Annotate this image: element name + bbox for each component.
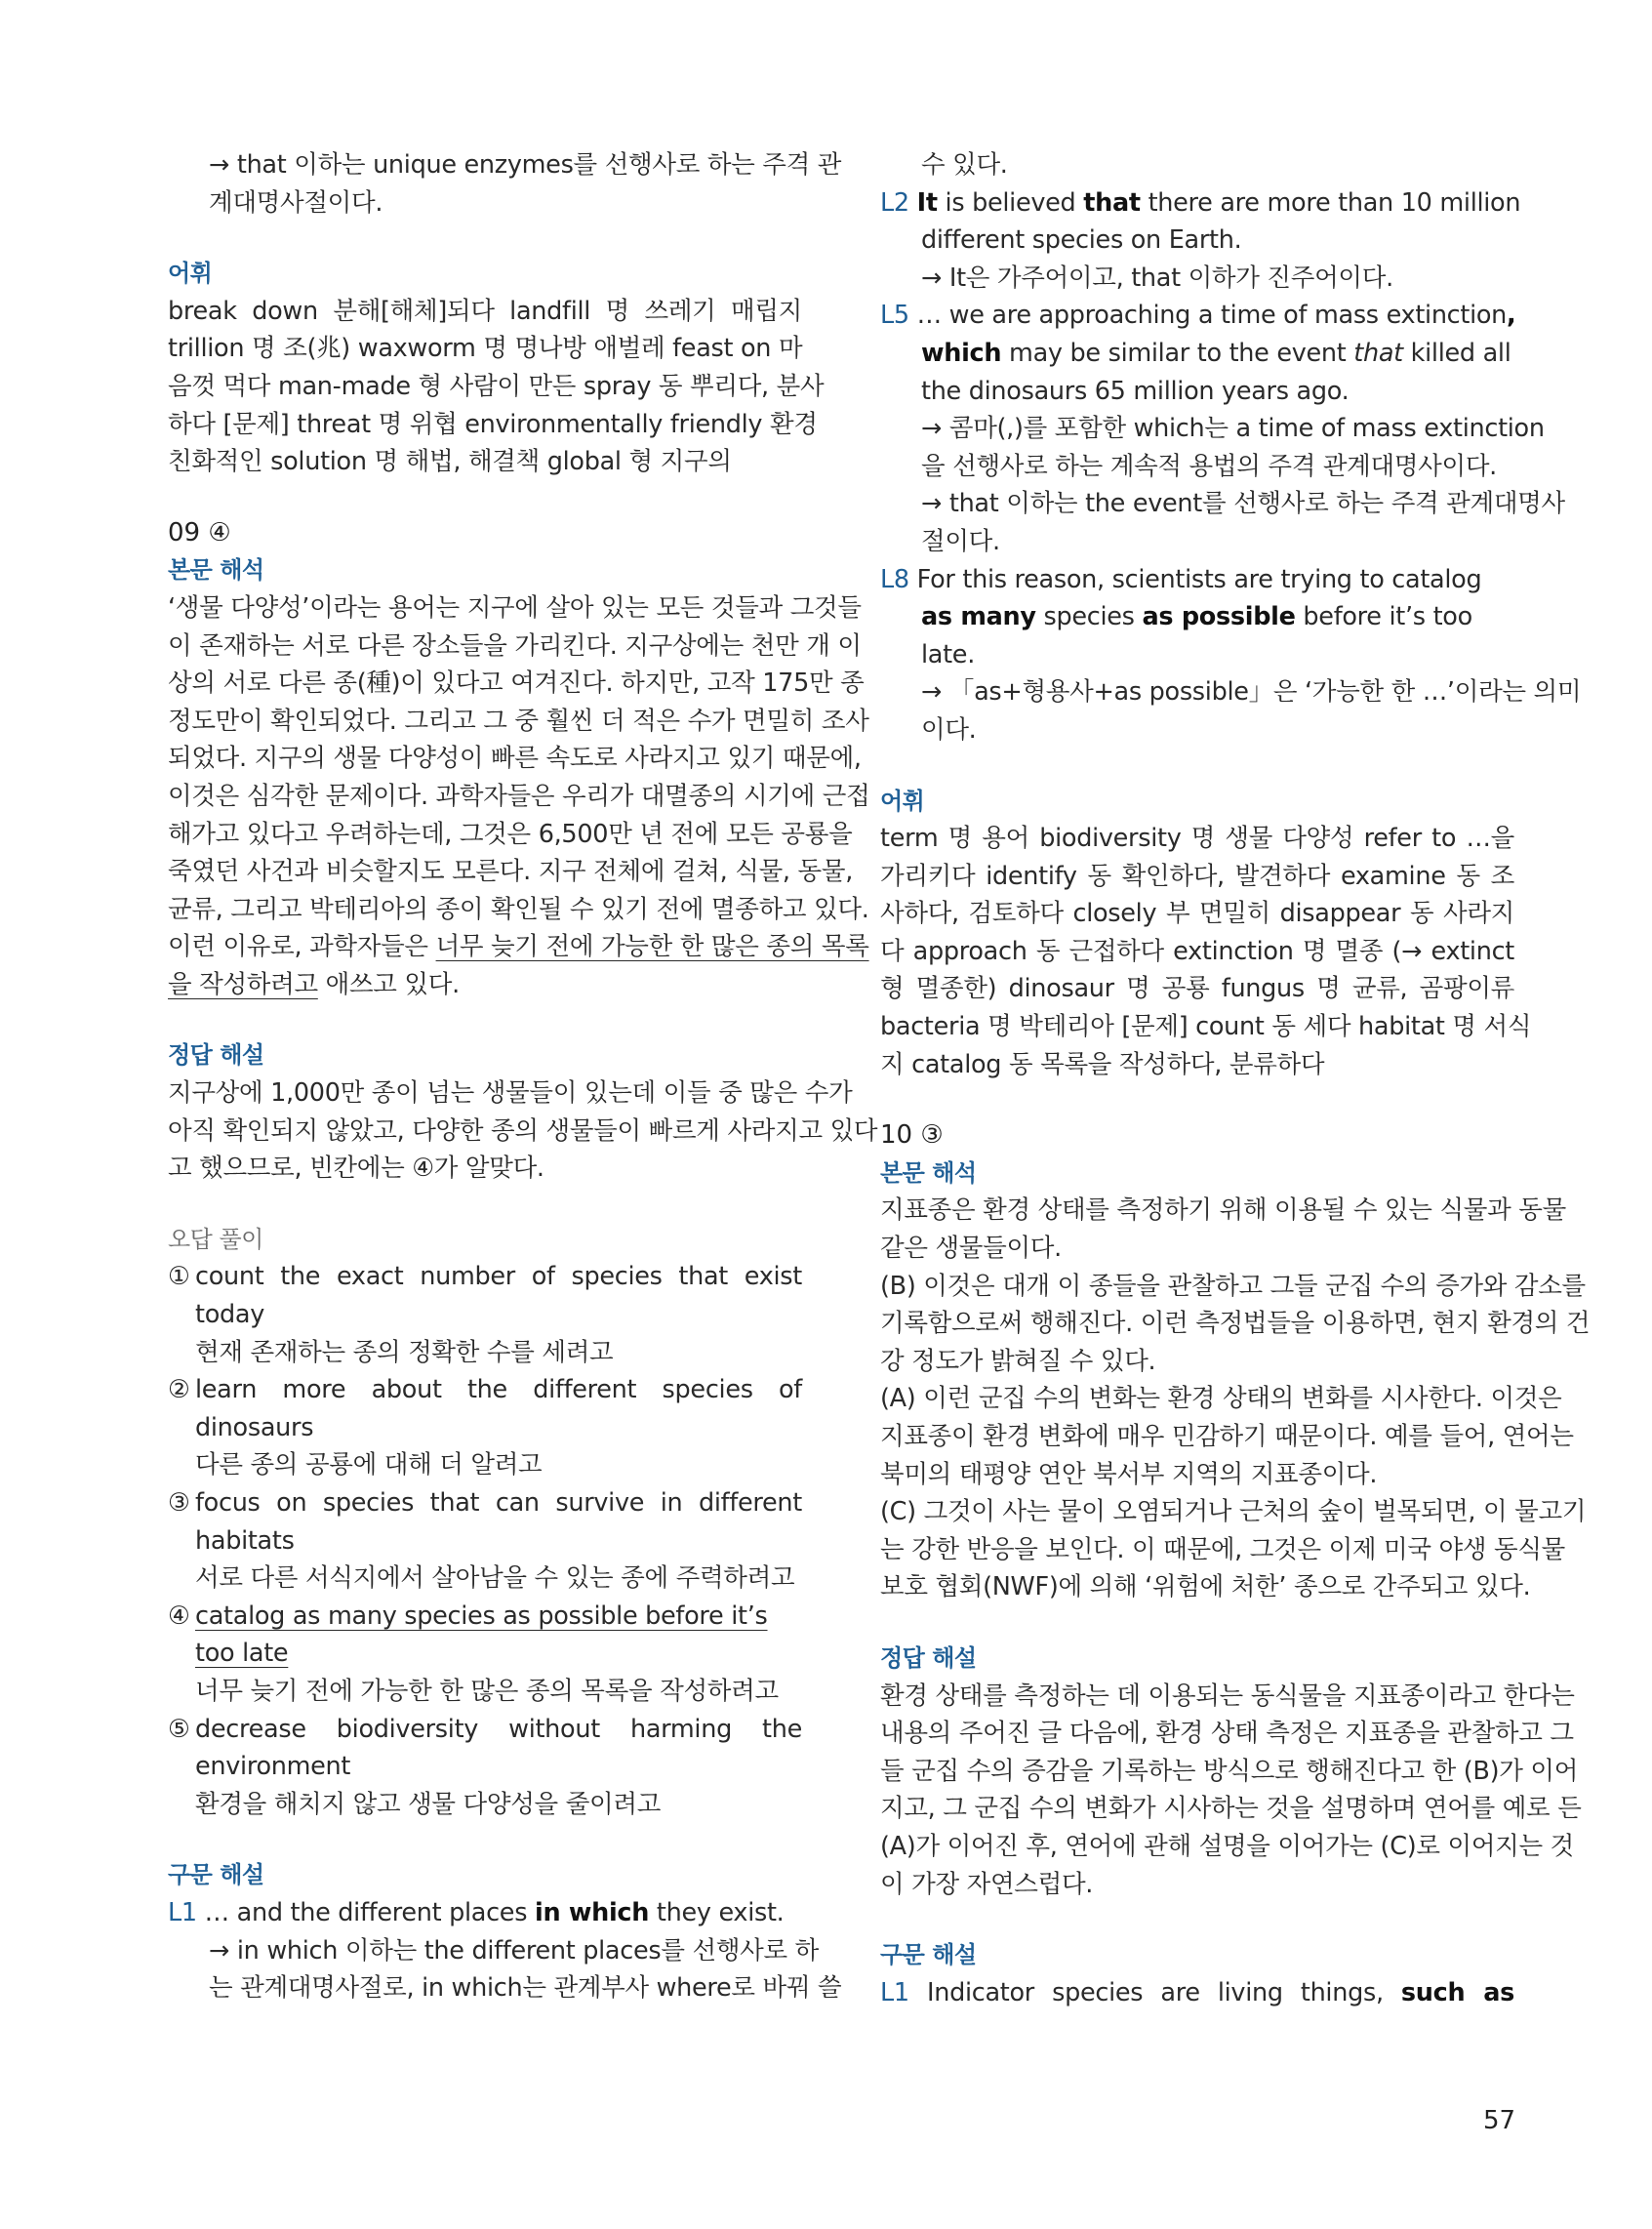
translation-heading: 본문 해석 (880, 1158, 977, 1187)
translation-line: 을 작성하려고 애쓰고 있다. (168, 969, 460, 999)
translation-line: (A) 이런 군집 수의 변화는 환경 상태의 변화를 시사한다. 이것은 (880, 1384, 1562, 1414)
question-number: 10 ③ (880, 1120, 944, 1151)
grammar-line: which may be similar to the event that killed all (921, 338, 1511, 368)
translation-line: 기록함으로써 행해진다. 이런 측정법들을 이용하면, 현지 환경의 건 (880, 1309, 1591, 1339)
option-2: ② learn more about the different species of dinosaurs 다른 종의 공룡에 대해 더 알려고 (168, 1371, 802, 1484)
grammar-line: L1 … and the different places in which they exist. (168, 1897, 785, 1927)
answer-line: 내용의 주어진 글 다음에, 환경 상태 측정은 지표종을 관찰하고 그 (880, 1719, 1574, 1749)
vocab-line: 가리키다 identify 동 확인하다, 발견하다 examine 동 조 (880, 861, 1514, 891)
translation-line: 상의 서로 다른 종(種)이 있다고 여겨진다. 하지만, 고작 175만 종 (168, 669, 865, 699)
note-line: → that 이하는 unique enzymes를 선행사로 하는 주격 관 (209, 150, 842, 180)
translation-line: 되었다. 지구의 생물 다양성이 빠른 속도로 사라지고 있기 때문에, (168, 744, 862, 774)
grammar-line: late. (921, 639, 976, 669)
vocab-line: 친화적인 solution 명 해법, 해결책 global 형 지구의 (168, 447, 732, 477)
option-5: ⑤ decrease biodiversity without harming the environment 환경을 해치지 않고 생물 다양성을 줄이려고 (168, 1711, 802, 1824)
vocab-line: break down 분해[해체]되다 landfill 명 쓰레기 매립지 (168, 296, 802, 326)
question-number: 09 ④ (168, 517, 231, 547)
wrong-answer-heading: 오답 풀이 (168, 1225, 263, 1253)
underlined-answer: 너무 늦기 전에 가능한 한 많은 종의 목록 (435, 932, 869, 962)
option-3: ③ focus on species that can survive in different habitats 서로 다른 서식지에서 살아남을 수 있는 종에 주력하려고 (168, 1484, 802, 1598)
option-mark: ⑤ (168, 1714, 190, 1744)
translation-line: (B) 이것은 대개 이 종들을 관찰하고 그들 군집 수의 증가와 감소를 (880, 1271, 1586, 1301)
vocab-heading: 어휘 (168, 260, 213, 288)
vocab-line: 하다 [문제] threat 명 위협 environmentally friendly 환경 (168, 409, 818, 439)
left-column (168, 146, 878, 2007)
translation-line: 지표종이 환경 변화에 매우 민감하기 때문이다. 예를 들어, 연어는 (880, 1422, 1574, 1451)
vocab-line: 형 멸종한) dinosaur 명 공룡 fungus 명 균류, 곰팡이류 (880, 974, 1514, 1004)
vocab-line: bacteria 명 박테리아 [문제] count 동 세다 habitat 명 서식 (880, 1012, 1532, 1042)
grammar-note: → 「as+형용사+as possible」은 ‘가능한 한 …’이라는 의미 (921, 677, 1582, 708)
grammar-line: L8 For this reason, scientists are trying to catalog (880, 564, 1482, 594)
grammar-note: 이다. (921, 714, 977, 745)
line-tag: L1 (168, 1897, 197, 1927)
grammar-line: L2 It is believed that there are more than 10 million (880, 187, 1521, 218)
translation-line: 보호 협회(NWF)에 의해 ‘위험에 처한’ 종으로 간주되고 있다. (880, 1572, 1531, 1602)
option-mark: ② (168, 1375, 190, 1405)
page-number: 57 (1483, 2106, 1516, 2135)
grammar-note: → 콤마(,)를 포함한 which는 a time of mass extinction (921, 414, 1545, 444)
grammar-line: L5 … we are approaching a time of mass extinction, (880, 301, 1516, 331)
grammar-line: the dinosaurs 65 million years ago. (921, 376, 1350, 406)
vocab-line: term 명 용어 biodiversity 명 생물 다양성 refer to …을 (880, 824, 1514, 854)
grammar-note: → It은 가주어이고, that 이하가 진주어이다. (921, 263, 1393, 293)
translation-line: 이 존재하는 서로 다른 장소들을 가리킨다. 지구상에는 천만 개 이 (168, 630, 862, 661)
vocab-line: 사하다, 검토하다 closely 부 면밀히 disappear 동 사라지 (880, 899, 1514, 929)
option-mark: ① (168, 1262, 190, 1292)
translation-heading: 본문 해석 (168, 556, 264, 585)
vocab-heading: 어휘 (880, 787, 925, 815)
grammar-note: → in which 이하는 the different places를 선행사로 하 (209, 1935, 819, 1966)
answer-line: (A)가 이어진 후, 연어에 관해 설명을 이어가는 (C)로 이어지는 것 (880, 1831, 1574, 1861)
right-column (880, 146, 1591, 2011)
option-1: ① count the exact number of species that exist today 현재 존재하는 종의 정확한 수를 세려고 (168, 1258, 802, 1371)
translation-line: ‘생물 다양성’이라는 용어는 지구에 살아 있는 모든 것들과 그것들 (168, 592, 862, 623)
vocab-line: 음껏 먹다 man-made 형 사람이 만든 spray 동 뿌리다, 분사 (168, 371, 825, 401)
answer-line: 환경 상태를 측정하는 데 이용되는 동식물을 지표종이라고 한다는 (880, 1681, 1575, 1711)
grammar-heading: 구문 해설 (168, 1861, 264, 1889)
translation-line: 균류, 그리고 박테리아의 종이 확인될 수 있기 전에 멸종하고 있다. (168, 894, 869, 924)
answer-heading: 정답 해설 (168, 1041, 264, 1070)
grammar-note: 수 있다. (921, 150, 1008, 180)
translation-line: 정도만이 확인되었다. 그리고 그 중 훨씬 더 적은 수가 면밀히 조사 (168, 706, 869, 736)
answer-line: 들 군집 수의 증감을 기록하는 방식으로 행해진다고 한 (B)가 이어 (880, 1756, 1579, 1786)
underlined-answer: 을 작성하려고 (168, 969, 318, 999)
note-line: 계대명사절이다. (209, 187, 383, 218)
translation-line: 강 정도가 밝혀질 수 있다. (880, 1346, 1156, 1376)
translation-line: 같은 생물들이다. (880, 1234, 1062, 1264)
vocab-line: 다 approach 동 근접하다 extinction 명 멸종 (→ extinct (880, 936, 1514, 966)
line-tag: L1 (880, 1977, 909, 2007)
translation-line: 는 강한 반응을 보인다. 이 때문에, 그것은 이제 미국 야생 동식물 (880, 1534, 1565, 1564)
option-4-correct: ④ catalog as many species as possible before it’s too late 너무 늦기 전에 가능한 한 많은 종의 목록을 작성하려고 (168, 1598, 802, 1711)
answer-line: 아직 확인되지 않았고, 다양한 종의 생물들이 빠르게 사라지고 있다 (168, 1115, 878, 1146)
translation-line: 이것은 심각한 문제이다. 과학자들은 우리가 대멸종의 시기에 근접 (168, 781, 870, 811)
translation-line: 해가고 있다고 우려하는데, 그것은 6,500만 년 전에 모든 공룡을 (168, 819, 853, 849)
grammar-line: different species on Earth. (921, 225, 1242, 256)
grammar-line: as many species as possible before it’s too (921, 602, 1472, 632)
line-tag: L8 (880, 564, 909, 594)
grammar-note: → that 이하는 the event를 선행사로 하는 주격 관계대명사 (921, 489, 1565, 519)
vocab-line: trillion 명 조(兆) waxworm 명 명나방 애벌레 feast on 마 (168, 334, 803, 364)
grammar-note: 을 선행사로 하는 계속적 용법의 주격 관계대명사이다. (921, 451, 1497, 481)
grammar-line: L1 Indicator species are living things, such as (880, 1977, 1514, 2007)
answer-line: 고 했으므로, 빈칸에는 ④가 알맞다. (168, 1154, 544, 1184)
option-mark: ④ (168, 1601, 190, 1631)
option-mark: ③ (168, 1488, 190, 1518)
answer-line: 이 가장 자연스럽다. (880, 1869, 1094, 1899)
translation-line: 이런 이유로, 과학자들은 너무 늦기 전에 가능한 한 많은 종의 목록 (168, 932, 869, 962)
line-tag: L2 (880, 187, 909, 218)
answer-line: 지구상에 1,000만 종이 넘는 생물들이 있는데 이들 중 많은 수가 (168, 1078, 853, 1109)
vocab-line: 지 catalog 동 목록을 작성하다, 분류하다 (880, 1049, 1325, 1079)
translation-line: 북미의 태평양 연안 북서부 지역의 지표종이다. (880, 1459, 1378, 1489)
grammar-note: 절이다. (921, 526, 1000, 556)
answer-heading: 정답 해설 (880, 1643, 977, 1672)
grammar-note: 는 관계대명사절로, in which는 관계부사 where로 바꿔 쓸 (209, 1973, 842, 2004)
line-tag: L5 (880, 301, 909, 331)
translation-line: 지표종은 환경 상태를 측정하기 위해 이용될 수 있는 식물과 동물 (880, 1196, 1566, 1226)
grammar-heading: 구문 해설 (880, 1941, 977, 1969)
translation-line: 죽였던 사건과 비슷할지도 모른다. 지구 전체에 걸쳐, 식물, 동물, (168, 857, 853, 887)
answer-line: 지고, 그 군집 수의 변화가 시사하는 것을 설명하며 연어를 예로 든 (880, 1794, 1582, 1824)
translation-line: (C) 그것이 사는 물이 오염되거나 근처의 숲이 벌목되면, 이 물고기 (880, 1497, 1587, 1527)
